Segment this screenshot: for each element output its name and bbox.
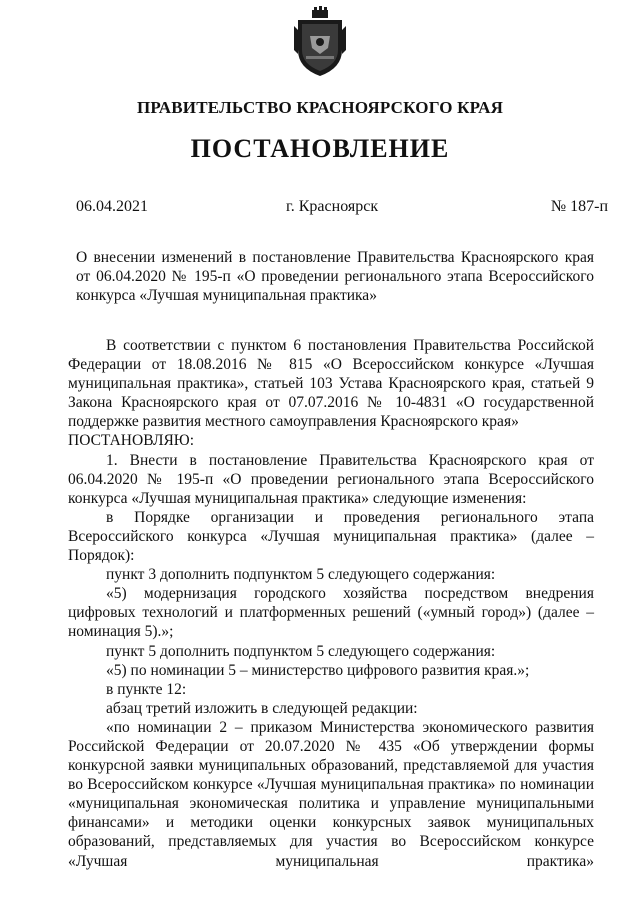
document-subject: О внесении изменений в постановление Правительства Красноярского края от 06.04.2020 № 195-п «О проведении регионального этапа Всероссийского конкурса «Лучшая муниципальная практика»	[76, 249, 594, 304]
body-paragraph: пункт 5 дополнить подпунктом 5 следующего содержания:	[106, 642, 496, 660]
body-paragraph: «5) по номинации 5 – министерство цифрового развития края.»;	[106, 661, 530, 679]
body-paragraph: пункт 3 дополнить подпунктом 5 следующего содержания:	[106, 566, 496, 584]
document-type-title: ПОСТАНОВЛЕНИЕ	[190, 134, 450, 163]
body-paragraph: 1. Внести в постановление Правительства Красноярского края от 06.04.2020 № 195-п «О проведении регионального этапа Всероссийского конкурса «Лучшая муниципальная практика» следующие изменения:	[68, 451, 594, 507]
body-paragraph: «по номинации 2 – приказом Министерства экономического развития Российской Федерации от 20.07.2020 № 435 «Об утверждении формы конкурсной заявки муниципальных образований, представляемой для участия во Всероссийском конкурсе «Лучшая муниципальная практика» по номинации «муниципальная экономическая политика и управление муниципальными финансами» и методики оценки конкурсных заявок муниципальных образований, представляемых для участия во Всероссийском конкурсе «Лучшая муниципальная практика»	[68, 718, 594, 870]
document-date: 06.04.2021	[76, 198, 148, 215]
organization-title: ПРАВИТЕЛЬСТВО КРАСНОЯРСКОГО КРАЯ	[136, 98, 504, 117]
body-paragraph: в пункте 12:	[106, 680, 187, 698]
body-paragraph: абзац третий изложить в следующей редакции:	[106, 699, 418, 717]
document-number: № 187-п	[550, 198, 608, 215]
coat-of-arms-icon	[292, 6, 348, 78]
body-paragraph: «5) модернизация городского хозяйства посредством внедрения цифровых технологий и платформенных решений («умный город») (далее – номинация 5).»;	[68, 585, 594, 641]
document-city: г. Красноярск	[286, 198, 379, 215]
body-paragraph: ПОСТАНОВЛЯЮ:	[68, 432, 195, 450]
document-body	[68, 336, 594, 871]
body-paragraph: В соответствии с пунктом 6 постановления Правительства Российской Федерации от 18.08.2016 № 815 «О Всероссийском конкурсе «Лучшая муниципальная практика», статьей 103 Устава Красноярского края, статьей 9 Закона Красноярского края от 07.07.2016 № 10-4831 «О государственной поддержке развития местного самоуправления Красноярского края»	[68, 337, 594, 431]
body-paragraph: в Порядке организации и проведения регионального этапа Всероссийского конкурса «Лучшая муниципальная практика» (далее – Порядок):	[68, 508, 594, 565]
